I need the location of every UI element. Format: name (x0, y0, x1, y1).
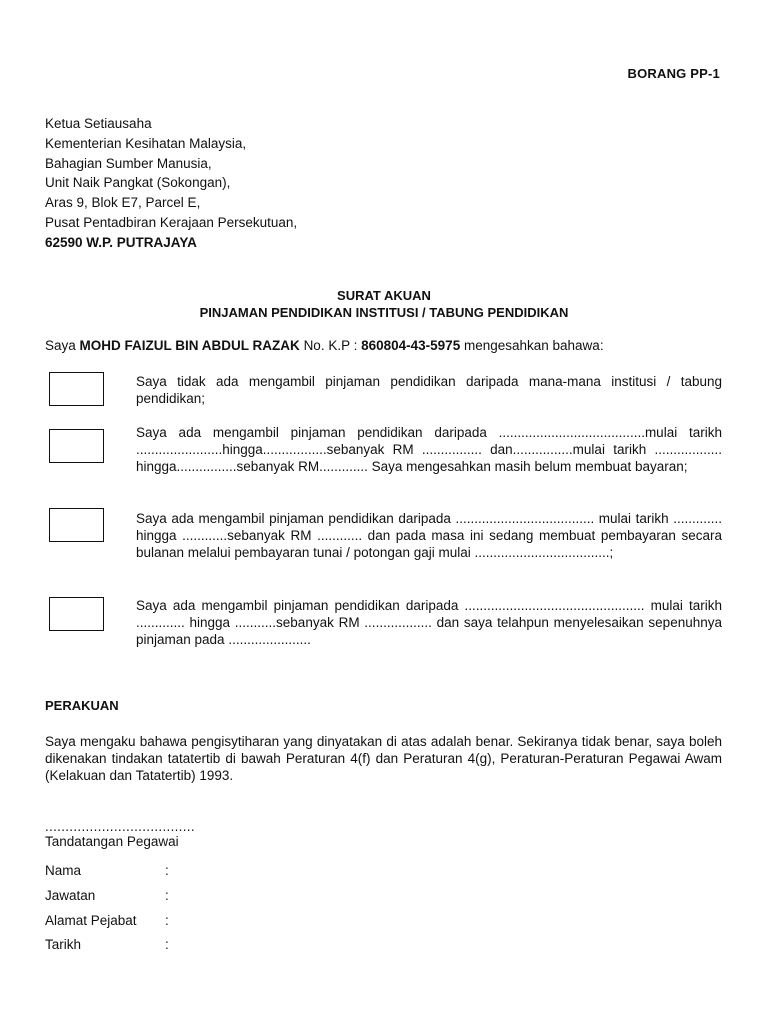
option-4-checkbox[interactable] (49, 597, 104, 631)
recipient-address (45, 114, 297, 253)
option-4-text: Saya ada mengambil pinjaman pendidikan daripada ................................................ mulai tarikh ............. hingga ...........sebanyak RM .................. dan saya telahpun menyelesaikan sepenuhnya pinjaman pada ...................... (136, 598, 722, 647)
ic-label: No. K.P : (303, 338, 358, 353)
option-1-text: Saya tidak ada mengambil pinjaman pendidikan daripada mana-mana institusi / tabung pendidikan; (136, 374, 722, 406)
address-postcode: 62590 W.P. PUTRAJAYA (45, 234, 197, 250)
perakuan-heading: PERAKUAN (45, 698, 119, 713)
field-jawatan (45, 888, 169, 903)
field-alamat-pejabat (45, 913, 169, 928)
field-label: Jawatan (45, 888, 96, 903)
address-line: Pusat Pentadbiran Kerajaan Persekutuan, (45, 214, 298, 230)
address-line: Bahagian Sumber Manusia, (45, 155, 212, 171)
field-label: Nama (45, 863, 82, 878)
field-label: Alamat Pejabat (45, 913, 137, 928)
form-code: BORANG PP-1 (627, 66, 720, 81)
title-line-1: SURAT AKUAN (337, 288, 431, 303)
option-2-checkbox[interactable] (49, 429, 104, 463)
option-1-checkbox[interactable] (49, 372, 104, 406)
address-line: Unit Naik Pangkat (Sokongan), (45, 175, 231, 191)
document-title (0, 287, 768, 321)
title-line-2: PINJAMAN PENDIDIKAN INSTITUSI / TABUNG PENDIDIKAN (199, 305, 569, 320)
address-line: Aras 9, Blok E7, Parcel E, (45, 195, 201, 211)
signature-label: Tandatangan Pegawai (45, 834, 179, 849)
field-colon: : (165, 888, 169, 903)
declarant-suffix: mengesahkan bahawa: (463, 338, 604, 353)
declarant-statement (45, 338, 604, 353)
signature-line: ..................................... (45, 819, 195, 834)
field-colon: : (165, 913, 169, 928)
field-tarikh (45, 937, 169, 952)
field-label: Tarikh (45, 937, 82, 952)
declarant-name: MOHD FAIZUL BIN ABDUL RAZAK (79, 338, 300, 353)
field-nama (45, 863, 169, 878)
field-colon: : (165, 937, 169, 952)
option-3-text: Saya ada mengambil pinjaman pendidikan daripada ..................................... mulai tarikh ............. hingga ............sebanyak RM ............ dan pada masa ini sedang membuat pembayaran secara bulanan melalui pembayaran tunai / potongan gaji mulai ....................................; (136, 511, 722, 560)
address-line: Ketua Setiausaha (45, 116, 152, 131)
option-3-checkbox[interactable] (49, 508, 104, 542)
option-2-text: Saya ada mengambil pinjaman pendidikan daripada .......................................mulai tarikh .......................hingga.................sebanyak RM ................ dan................mulai tarikh .................. hingga................sebanyak RM............. Saya mengesahkan masih belum membuat bayaran; (136, 425, 722, 474)
ic-number: 860804-43-5975 (361, 338, 461, 353)
declarant-prefix: Saya (45, 338, 76, 353)
address-line: Kementerian Kesihatan Malaysia, (45, 135, 247, 151)
field-colon: : (165, 863, 169, 878)
perakuan-text: Saya mengaku bahawa pengisytiharan yang dinyatakan di atas adalah benar. Sekiranya tidak benar, saya boleh dikenakan tindakan tatatertib di bawah Peraturan 4(f) dan Peraturan 4(g), Peraturan-Peraturan Pegawai Awam (Kelakuan dan Tatatertib) 1993. (45, 734, 722, 783)
